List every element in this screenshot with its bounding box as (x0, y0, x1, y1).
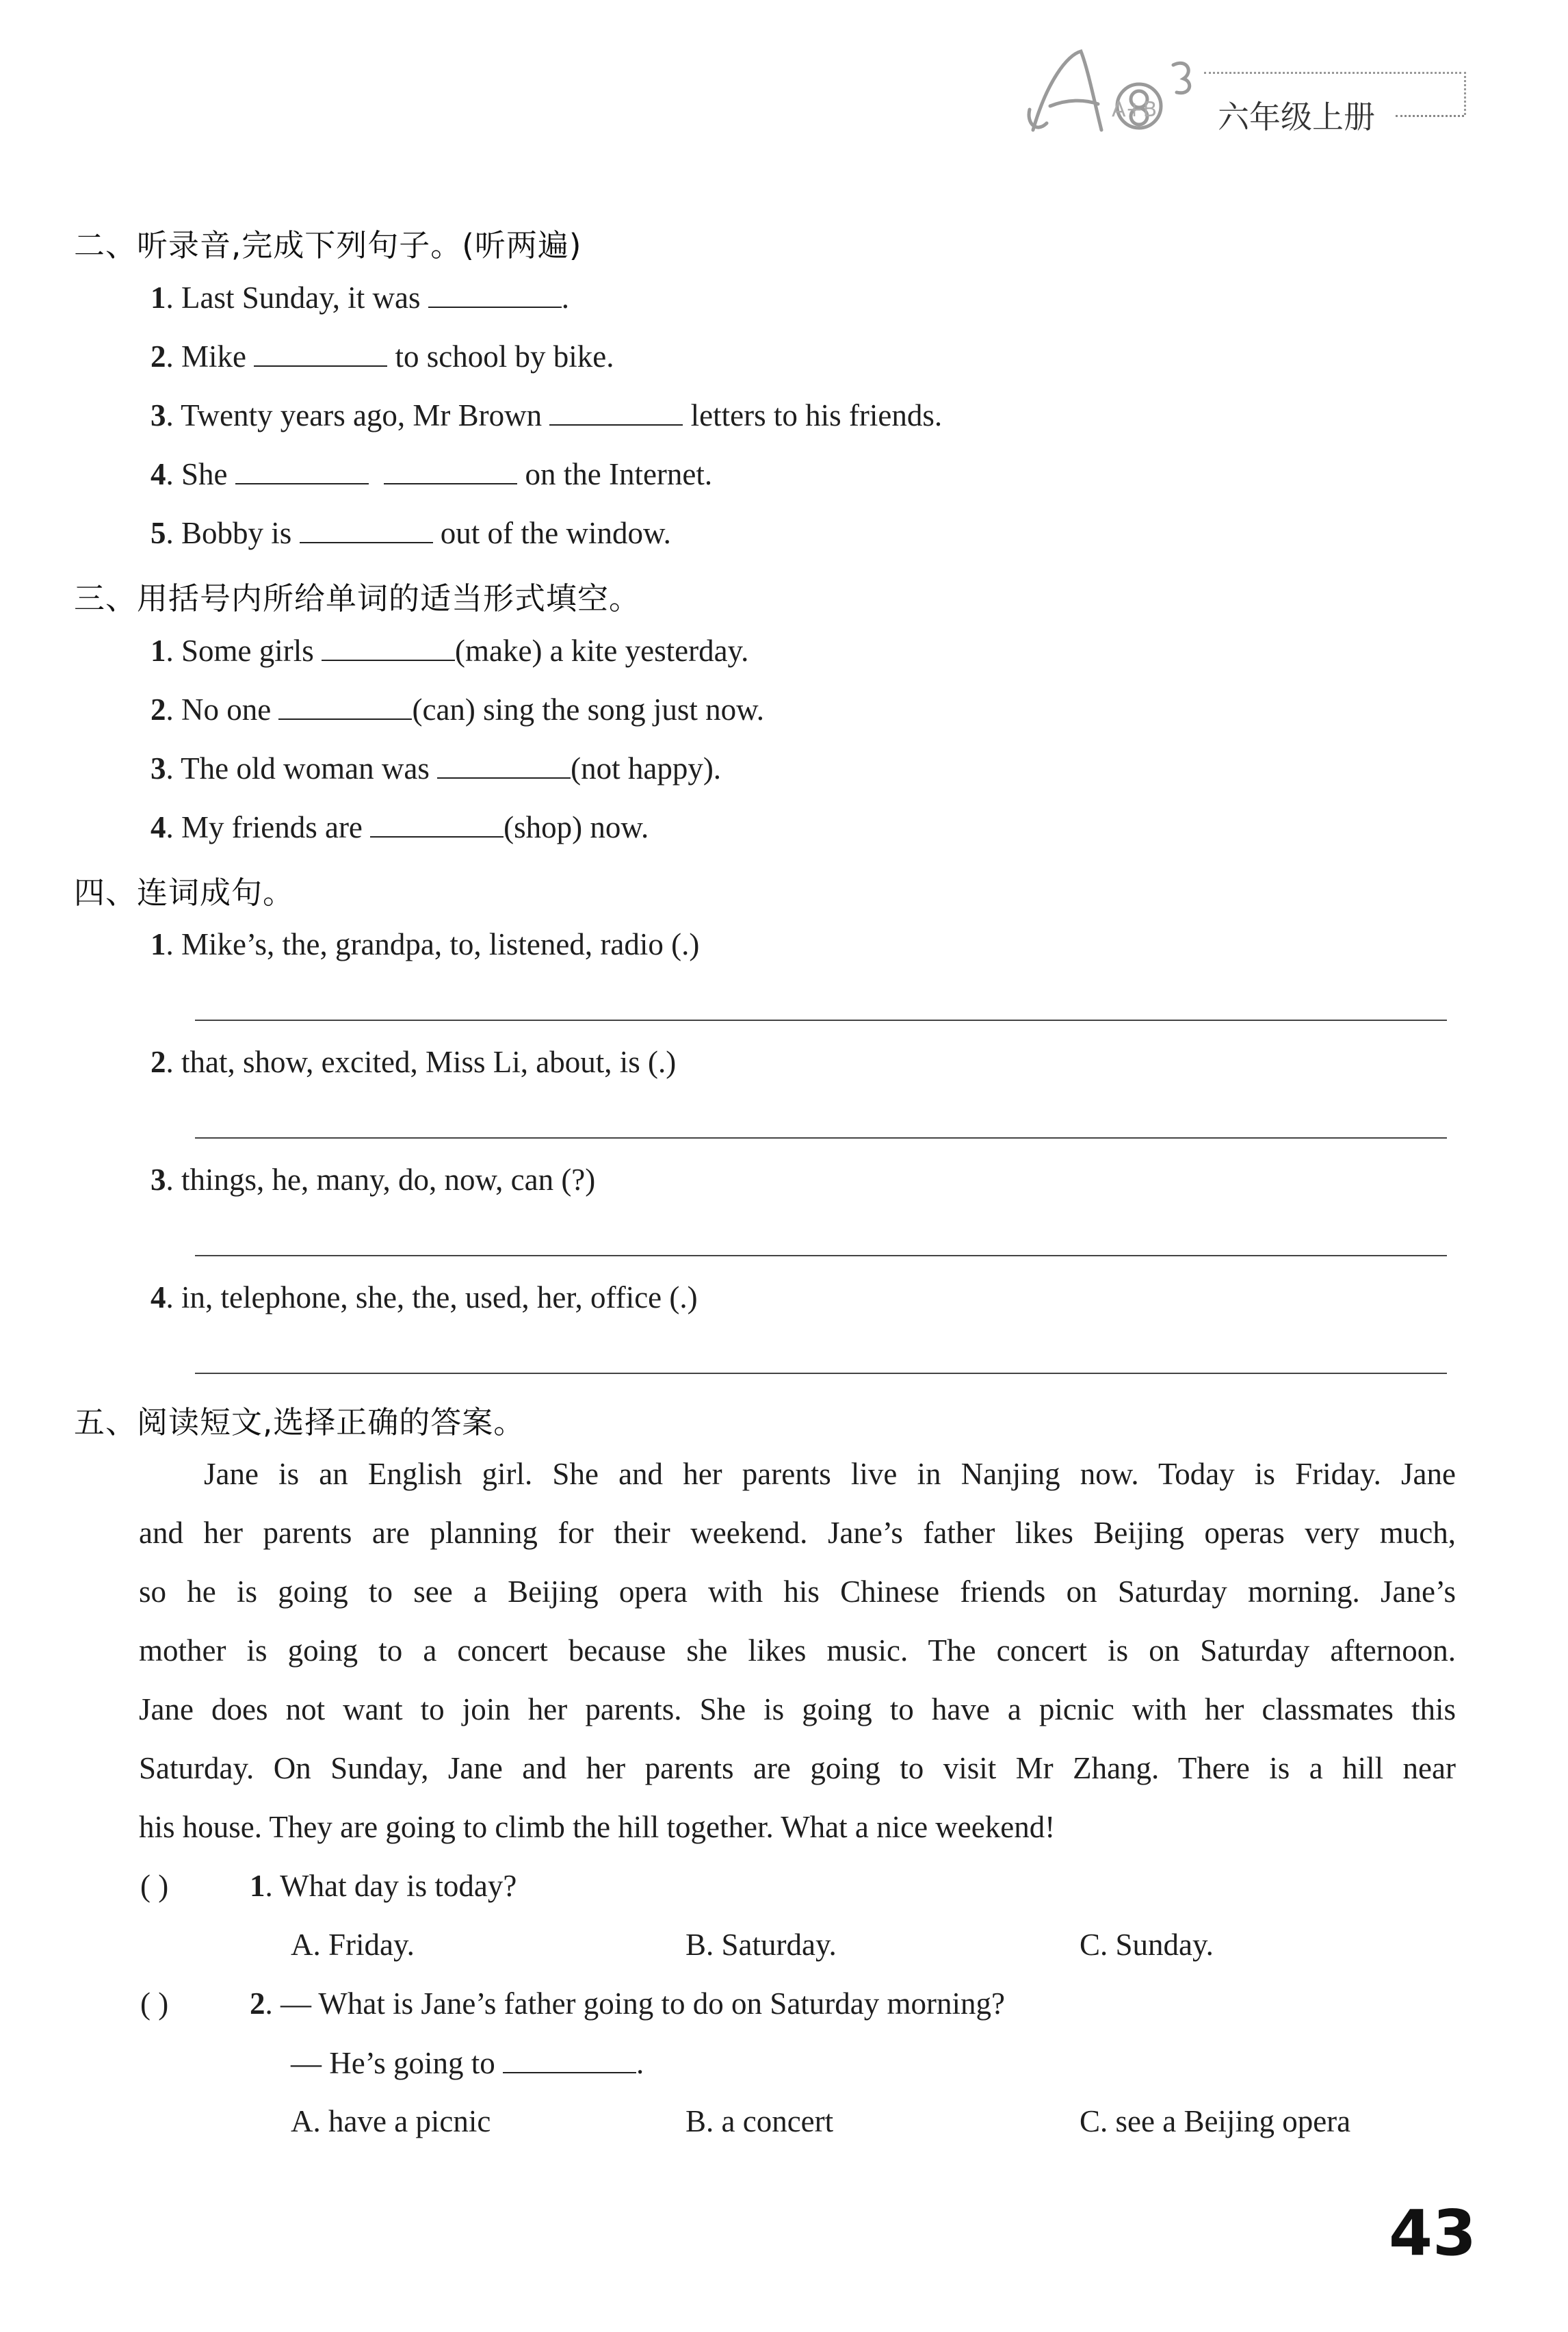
sec4-item-1 (151, 927, 699, 962)
sec4-item-2 (151, 1044, 676, 1080)
item-text: . that, show, excited, Miss Li, about, is (.) (166, 1045, 677, 1079)
answer-blank[interactable] (278, 691, 412, 720)
sec3-item-3 (151, 750, 721, 786)
item-number: 5 (151, 516, 166, 550)
item-number: 3 (151, 1163, 166, 1197)
sec3-item-2 (151, 691, 764, 727)
sec3-item-4 (151, 809, 649, 845)
q2-answer-paren[interactable]: ( ) (140, 1986, 169, 2021)
sec2-item-1 (151, 279, 569, 315)
item-text: . She (166, 457, 235, 491)
q2-stem-line2 (291, 2045, 644, 2081)
q2-option-c[interactable]: C. see a Beijing opera (1080, 2104, 1351, 2138)
item-text: . The old woman was (166, 751, 438, 786)
item-text: — He’s going to (291, 2046, 503, 2080)
item-text: (not happy). (571, 751, 722, 786)
q2-stem (250, 1986, 1005, 2021)
sec2-item-2 (151, 338, 614, 374)
answer-blank[interactable] (437, 750, 571, 779)
sec4-item-4 (151, 1280, 698, 1315)
q1-option-c[interactable]: C. Sunday. (1080, 1928, 1214, 1962)
item-number: 1 (151, 634, 166, 668)
answer-line[interactable] (195, 1373, 1447, 1374)
answer-blank[interactable] (384, 456, 517, 484)
answer-line[interactable] (195, 1020, 1447, 1021)
answer-blank[interactable] (370, 809, 504, 838)
item-text: (shop) now. (504, 810, 649, 844)
item-text: . Some girls (166, 634, 322, 668)
item-number: 4 (151, 457, 166, 491)
passage-line-4: mother is going to a concert because she likes music. The concert is on Saturday afternoon. (139, 1633, 1456, 1668)
item-text: . — What is Jane’s father going to do on Saturday morning? (265, 1986, 1005, 2021)
item-number: 4 (151, 810, 166, 844)
passage-line-5: Jane does not want to join her parents. She is going to have a picnic with her classmates this (139, 1692, 1456, 1726)
passage-line-2: and her parents are planning for their weekend. Jane’s father likes Beijing operas very much, (139, 1516, 1456, 1550)
sec4-item-3 (151, 1162, 595, 1197)
q1-option-b[interactable]: B. Saturday. (685, 1928, 837, 1962)
item-text: . Last Sunday, it was (166, 281, 428, 315)
answer-blank[interactable] (428, 279, 562, 308)
item-text: to school by bike. (387, 339, 614, 374)
series-logo (1019, 41, 1204, 147)
sec2-item-3 (151, 397, 942, 433)
item-text: . things, he, many, do, now, can (?) (166, 1163, 596, 1197)
item-text: . Mike (166, 339, 254, 374)
sec2-item-5 (151, 515, 671, 551)
item-text: . (561, 281, 570, 315)
item-number: 2 (250, 1986, 265, 2021)
q2-option-b[interactable]: B. a concert (685, 2104, 834, 2138)
item-number: 2 (151, 1045, 166, 1079)
grade-label: 六年级上册 (1218, 99, 1375, 135)
item-text: . Twenty years ago, Mr Brown (166, 398, 550, 432)
item-text: . (636, 2046, 644, 2080)
item-text: . No one (166, 692, 279, 727)
passage-line-6: Saturday. On Sunday, Jane and her parents are going to visit Mr Zhang. There is a hill near (139, 1751, 1456, 1785)
item-text: . What day is today? (265, 1869, 517, 1903)
item-text: . My friends are (166, 810, 371, 844)
item-number: 2 (151, 339, 166, 374)
passage-line-7: his house. They are going to climb the hill together. What a nice weekend! (139, 1810, 1056, 1844)
item-number: 1 (151, 927, 166, 961)
answer-line[interactable] (195, 1255, 1447, 1256)
item-text: (make) a kite yesterday. (455, 634, 749, 668)
item-number: 1 (250, 1869, 265, 1903)
answer-line[interactable] (195, 1137, 1447, 1139)
answer-blank[interactable] (235, 456, 369, 484)
sec3-item-1 (151, 632, 748, 669)
item-number: 1 (151, 281, 166, 315)
section-3-title: 三、用括号内所给单词的适当形式填空。 (74, 580, 641, 617)
answer-blank[interactable] (549, 397, 683, 426)
item-text: . Bobby is (166, 516, 300, 550)
q1-stem (250, 1868, 517, 1904)
item-number: 3 (151, 398, 166, 432)
answer-blank[interactable] (254, 338, 387, 367)
item-text: letters to his friends. (683, 398, 943, 432)
item-number: 4 (151, 1280, 166, 1314)
item-number: 3 (151, 751, 166, 786)
section-5-title: 五、阅读短文,选择正确的答案。 (74, 1404, 525, 1440)
sec2-item-4 (151, 456, 712, 492)
q1-option-a[interactable]: A. Friday. (291, 1928, 415, 1962)
passage-line-3: so he is going to see a Beijing opera with his Chinese friends on Saturday morning. Jane’s (139, 1575, 1456, 1609)
item-number: 2 (151, 692, 166, 727)
item-text: on the Internet. (517, 457, 713, 491)
section-2-title: 二、听录音,完成下列句子。(听两遍) (74, 227, 582, 263)
header-dots (1396, 115, 1464, 117)
answer-blank[interactable] (503, 2045, 636, 2073)
page-number: 43 (1389, 2197, 1477, 2270)
item-text: (can) sing the song just now. (412, 692, 764, 727)
passage-line-1: Jane is an English girl. She and her parents live in Nanjing now. Today is Friday. Jane (204, 1457, 1456, 1491)
section-4-title: 四、连词成句。 (74, 875, 295, 911)
item-text: . in, telephone, she, the, used, her, office (.) (166, 1280, 698, 1314)
answer-blank[interactable] (300, 515, 433, 543)
logo-text: A+B (1112, 98, 1158, 122)
item-text: out of the window. (432, 516, 671, 550)
item-text: . Mike’s, the, grandpa, to, listened, radio (.) (166, 927, 700, 961)
q1-answer-paren[interactable]: ( ) (140, 1869, 169, 1903)
q2-option-a[interactable]: A. have a picnic (291, 2104, 491, 2138)
answer-blank[interactable] (322, 632, 455, 661)
